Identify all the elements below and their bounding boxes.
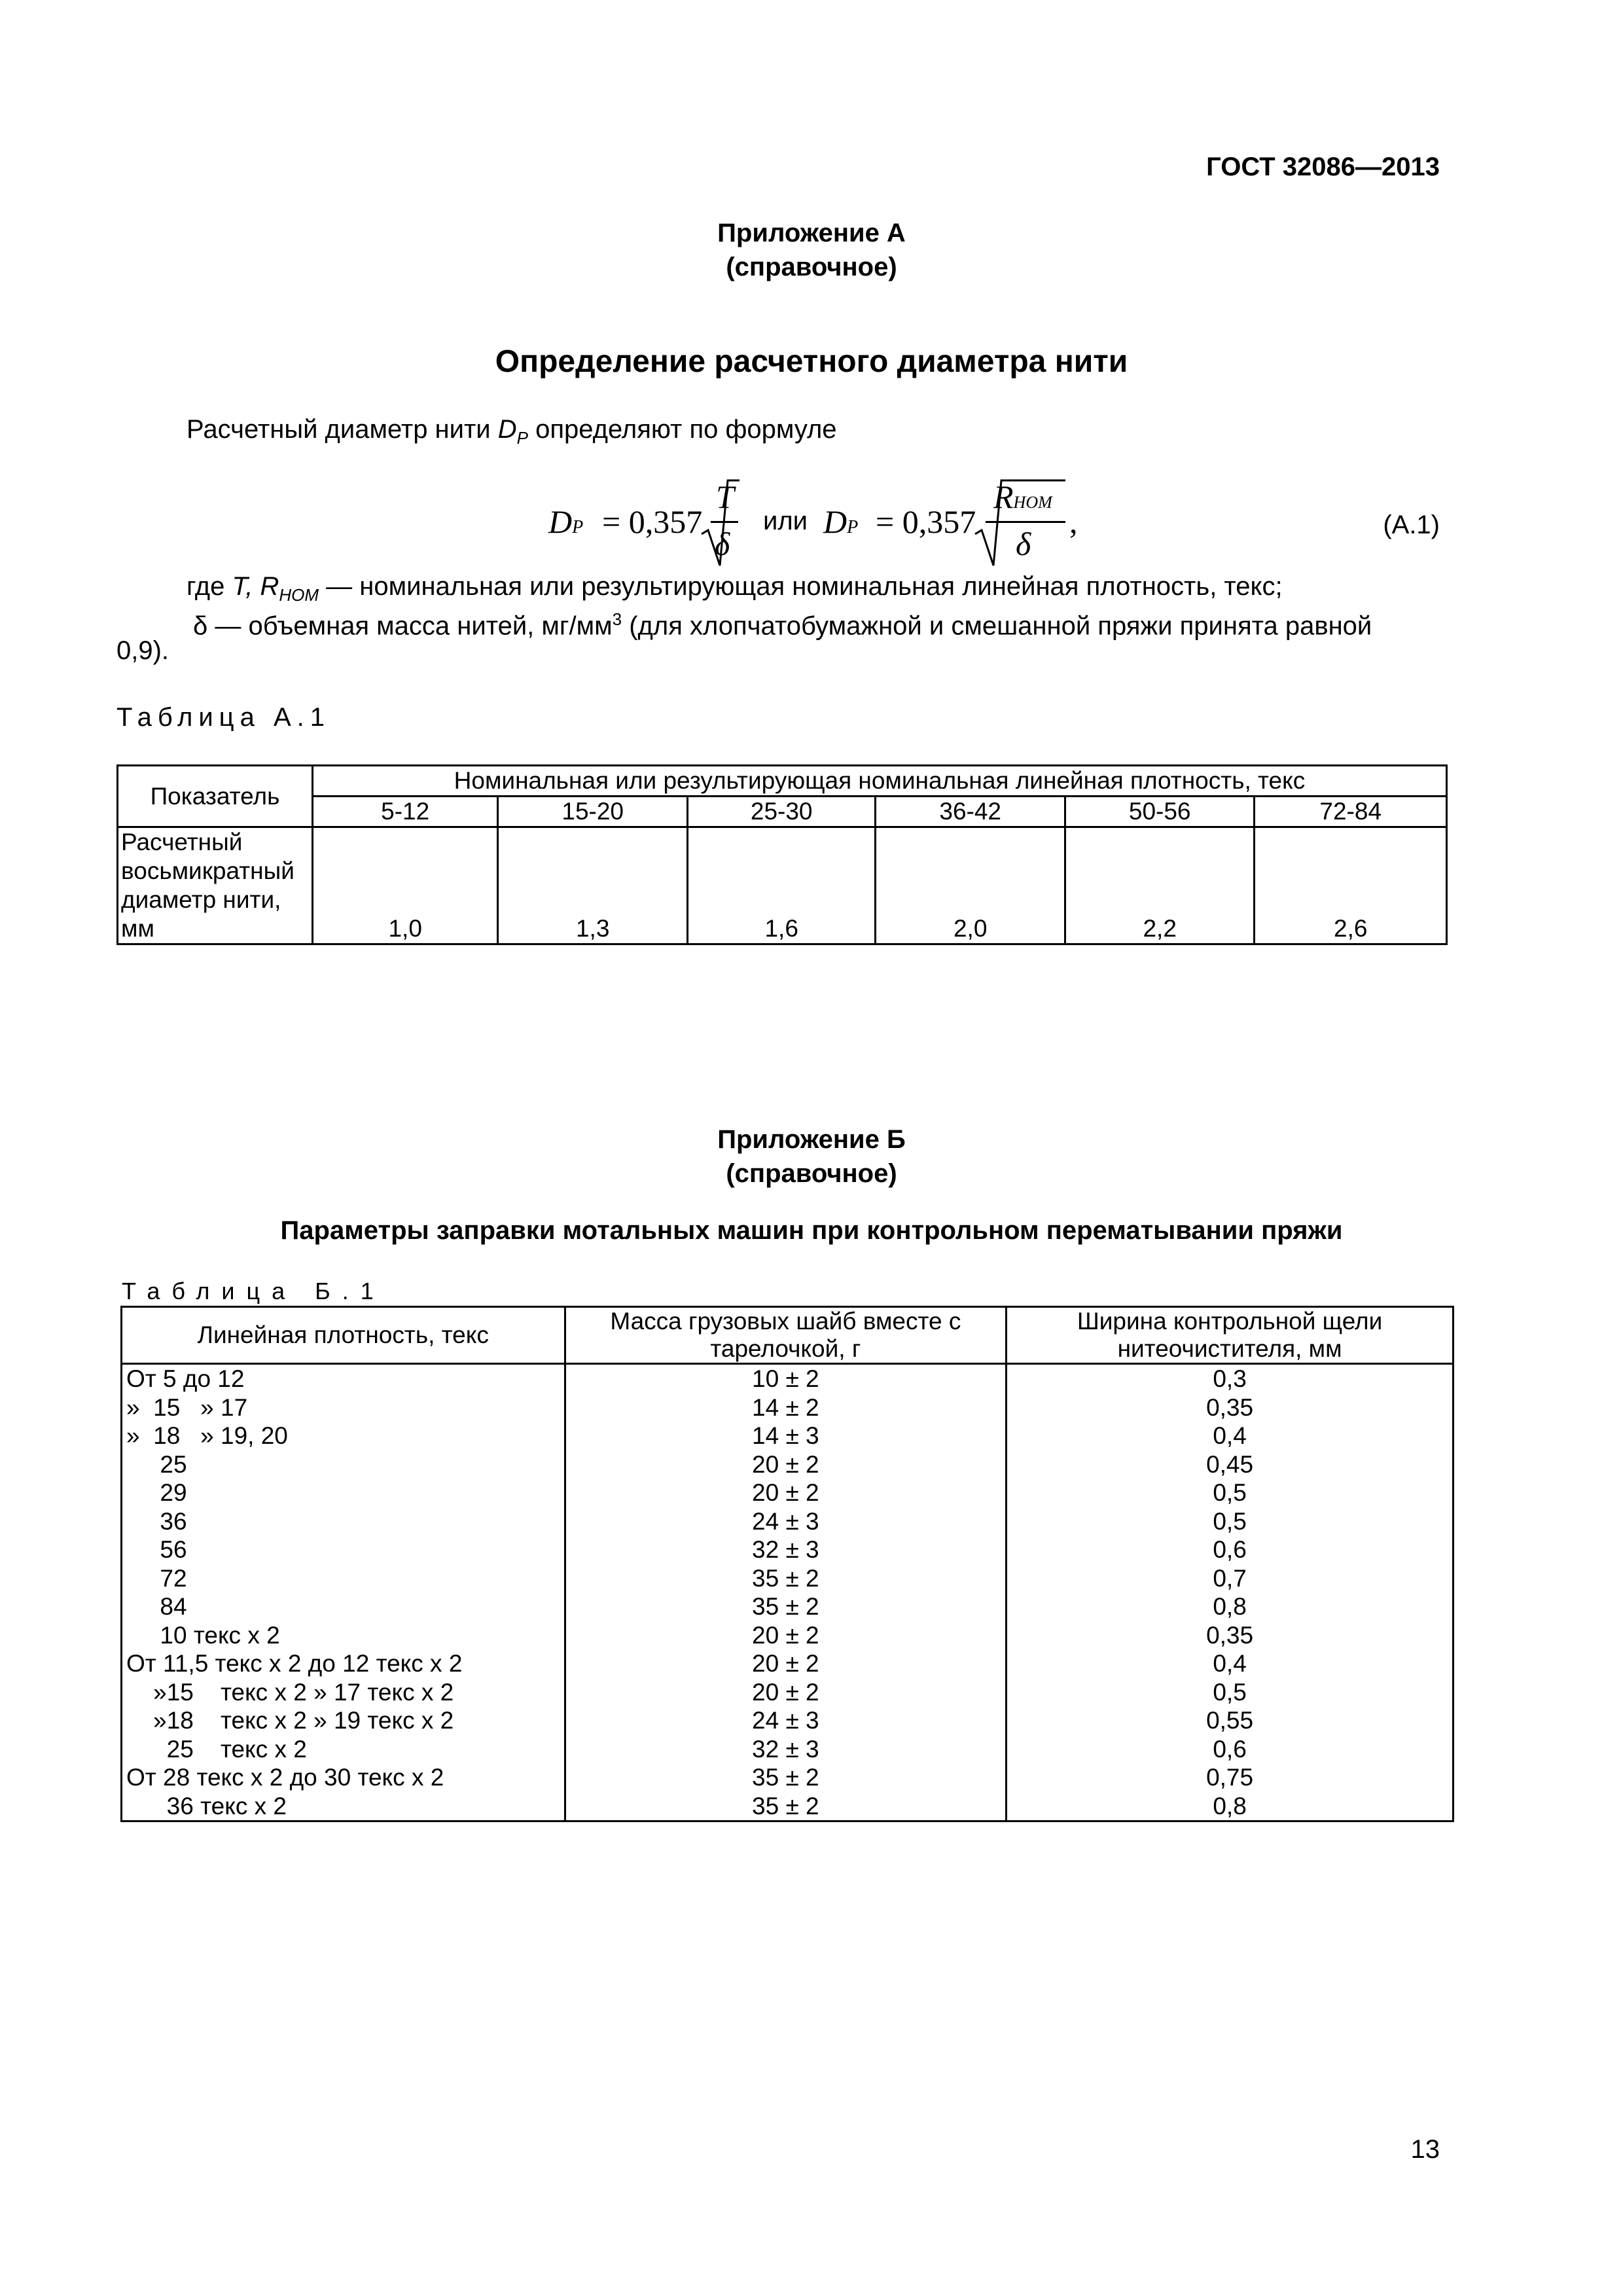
table-row	[122, 1479, 1454, 1507]
table-a1-header-group: Номинальная или результирующая номинальная линейная плотность, текс	[312, 766, 1446, 797]
table-row	[122, 1792, 1454, 1821]
table-b1-density-cell: От 5 до 12	[122, 1364, 565, 1393]
fraction-bar-2	[986, 521, 1065, 523]
table-row	[122, 1649, 1454, 1678]
table-b1-mass-cell: 14 ± 2	[565, 1393, 1007, 1422]
table-b1-density-cell: » 18 » 19, 20	[122, 1422, 565, 1450]
table-b1-mass-cell: 14 ± 3	[565, 1422, 1007, 1450]
table-b1-width-cell: 0,6	[1007, 1735, 1454, 1764]
formula-num2-sub: НОМ	[1013, 493, 1052, 512]
table-b1-density-cell: От 11,5 текс х 2 до 12 текс х 2	[122, 1649, 565, 1678]
table-b1-mass-cell: 20 ± 2	[565, 1678, 1007, 1707]
table-row	[122, 1706, 1454, 1735]
where-prefix: где	[187, 572, 232, 601]
formula-lhs	[548, 503, 583, 541]
fraction-bar-1	[711, 521, 738, 523]
appendix-b-subtitle: (справочное)	[726, 1159, 897, 1188]
table-a1-value: 2,0	[876, 827, 1065, 944]
table-b1-mass-cell: 35 ± 2	[565, 1564, 1007, 1593]
formula-number: (А.1)	[1383, 511, 1440, 539]
table-a1-range: 50-56	[1065, 797, 1255, 827]
table-b1-caption: Таблица Б.1	[122, 1278, 385, 1304]
appendix-a-title: Приложение А	[717, 219, 906, 247]
formula-intro-after: определяют по формуле	[528, 415, 837, 444]
delta-text	[193, 603, 1446, 641]
table-a1-range: 25-30	[687, 797, 876, 827]
table-b1-width-cell: 0,55	[1007, 1706, 1454, 1735]
table-b1-header-width: Ширина контрольной щели нитеочистителя, мм	[1007, 1307, 1454, 1364]
table-b1-mass-cell: 20 ± 2	[565, 1479, 1007, 1507]
table-b1-density-cell: 36	[122, 1507, 565, 1536]
table-b1-header-mass: Масса грузовых шайб вместе с тарелочкой, г	[565, 1307, 1007, 1364]
formula-a1	[548, 478, 1203, 569]
where-symbols: T, R	[232, 572, 279, 601]
formula-or: или	[763, 507, 808, 535]
table-row	[122, 1621, 1454, 1650]
table-b1-mass-cell: 35 ± 2	[565, 1763, 1007, 1792]
table-b1-mass-cell: 20 ± 2	[565, 1649, 1007, 1678]
table-b1-density-cell: 36 текс х 2	[122, 1792, 565, 1821]
table-row	[122, 1364, 1454, 1393]
table-b1-mass-cell: 35 ± 2	[565, 1792, 1007, 1821]
formula-lhs-symbol: D	[548, 503, 573, 540]
appendix-a-heading: Определение расчетного диаметра нити	[495, 344, 1128, 379]
formula-den-1: δ	[715, 526, 730, 562]
table-b1-width-cell: 0,5	[1007, 1507, 1454, 1536]
formula-comma: ,	[1069, 503, 1078, 540]
table-a1-value: 1,0	[312, 827, 498, 944]
table-row	[122, 1507, 1454, 1536]
table-row	[122, 1678, 1454, 1707]
table-row	[122, 1393, 1454, 1422]
table-b1-mass-cell: 24 ± 3	[565, 1706, 1007, 1735]
table-b1-density-cell: 25	[122, 1450, 565, 1479]
table-row	[122, 1564, 1454, 1593]
table-a1-header-indicator: Показатель	[118, 766, 313, 827]
formula-intro	[187, 414, 837, 454]
delta-description-2: (для хлопчатобумажной и смешанной пряжи принята равной	[622, 611, 1372, 641]
appendix-a-subtitle: (справочное)	[726, 253, 897, 281]
table-b1-width-cell: 0,5	[1007, 1479, 1454, 1507]
formula-coef-2: = 0,357	[876, 503, 976, 540]
table-a1	[116, 764, 1448, 945]
table-b1-width-cell: 0,35	[1007, 1621, 1454, 1650]
table-b1	[120, 1306, 1454, 1822]
delta-sup: 3	[612, 609, 622, 629]
appendix-a-title-block	[0, 216, 1623, 284]
appendix-b-heading: Параметры заправки мотальных машин при контрольном перематывании пряжи	[280, 1216, 1343, 1245]
table-b1-width-cell: 0,5	[1007, 1678, 1454, 1707]
table-b1-width-cell: 0,6	[1007, 1535, 1454, 1564]
table-b1-density-cell: От 28 текс х 2 до 30 текс х 2	[122, 1763, 565, 1792]
table-b1-width-cell: 0,35	[1007, 1393, 1454, 1422]
formula-intro-symbol-sub: P	[516, 428, 528, 448]
table-b1-density-cell: 84	[122, 1592, 565, 1621]
table-b1-body	[122, 1364, 1454, 1821]
appendix-b-title-block	[0, 1122, 1623, 1191]
table-b1-density-cell: 29	[122, 1479, 565, 1507]
table-b1-mass-cell: 20 ± 2	[565, 1621, 1007, 1650]
formula-lhs2-sub: P	[847, 517, 859, 537]
table-b1-width-cell: 0,75	[1007, 1763, 1454, 1792]
table-b1-density-cell: »18 текс х 2 » 19 текс х 2	[122, 1706, 565, 1735]
delta-continuation: 0,9).	[116, 636, 169, 665]
table-b1-width-cell: 0,3	[1007, 1364, 1454, 1393]
table-b1-width-cell: 0,4	[1007, 1649, 1454, 1678]
table-a1-value: 2,2	[1065, 827, 1255, 944]
table-a1-row-label: Расчетный восьмикратный диаметр нити, мм	[118, 827, 313, 944]
formula-num-1: T	[716, 478, 734, 515]
formula-num2-symbol: R	[993, 478, 1014, 515]
formula-den-2: δ	[1016, 526, 1031, 562]
table-row	[122, 1763, 1454, 1792]
table-a1-range: 15-20	[498, 797, 688, 827]
table-b1-width-cell: 0,8	[1007, 1792, 1454, 1821]
table-row	[122, 1735, 1454, 1764]
appendix-b-title: Приложение Б	[717, 1125, 906, 1154]
table-b1-width-cell: 0,8	[1007, 1592, 1454, 1621]
formula-intro-symbol: D	[497, 415, 517, 444]
formula-num-2	[993, 478, 1052, 516]
table-a1-value: 1,6	[687, 827, 876, 944]
table-row	[122, 1592, 1454, 1621]
table-b1-width-cell: 0,7	[1007, 1564, 1454, 1593]
table-b1-mass-cell: 20 ± 2	[565, 1450, 1007, 1479]
table-b1-mass-cell: 24 ± 3	[565, 1507, 1007, 1536]
table-b1-density-cell: 25 текс х 2	[122, 1735, 565, 1764]
page-number: 13	[1410, 2135, 1440, 2164]
table-a1-caption: Таблица А.1	[116, 703, 330, 732]
standard-number: ГОСТ 32086—2013	[1206, 152, 1440, 181]
delta-description: δ — объемная масса нитей, мг/мм	[193, 611, 613, 641]
table-a1-value: 1,3	[498, 827, 688, 944]
table-b1-mass-cell: 10 ± 2	[565, 1364, 1007, 1393]
table-row	[122, 1422, 1454, 1450]
table-b1-header-density: Линейная плотность, текс	[122, 1307, 565, 1364]
formula-intro-before: Расчетный диаметр нити	[187, 415, 498, 444]
table-a1-range: 72-84	[1255, 797, 1447, 827]
table-b1-mass-cell: 32 ± 3	[565, 1735, 1007, 1764]
table-b1-density-cell: 56	[122, 1535, 565, 1564]
table-b1-mass-cell: 35 ± 2	[565, 1592, 1007, 1621]
table-b1-width-cell: 0,4	[1007, 1422, 1454, 1450]
table-b1-density-cell: »15 текс х 2 » 17 текс х 2	[122, 1678, 565, 1707]
table-a1-range: 36-42	[876, 797, 1065, 827]
formula-lhs-2	[823, 503, 858, 541]
formula-coef-1: = 0,357	[602, 503, 703, 540]
table-b1-density-cell: 72	[122, 1564, 565, 1593]
formula-lhs-sub: P	[572, 517, 584, 537]
table-a1-value: 2,6	[1255, 827, 1447, 944]
table-b1-density-cell: » 15 » 17	[122, 1393, 565, 1422]
where-symbols-sub: НОМ	[279, 585, 319, 605]
table-b1-width-cell: 0,45	[1007, 1450, 1454, 1479]
table-row	[122, 1450, 1454, 1479]
table-b1-density-cell: 10 текс х 2	[122, 1621, 565, 1650]
where-description: — номинальная или результирующая номинальная линейная плотность, текс;	[319, 572, 1283, 601]
table-b1-mass-cell: 32 ± 3	[565, 1535, 1007, 1564]
formula-lhs2-symbol: D	[823, 503, 847, 540]
table-a1-range: 5-12	[312, 797, 498, 827]
table-row	[122, 1535, 1454, 1564]
